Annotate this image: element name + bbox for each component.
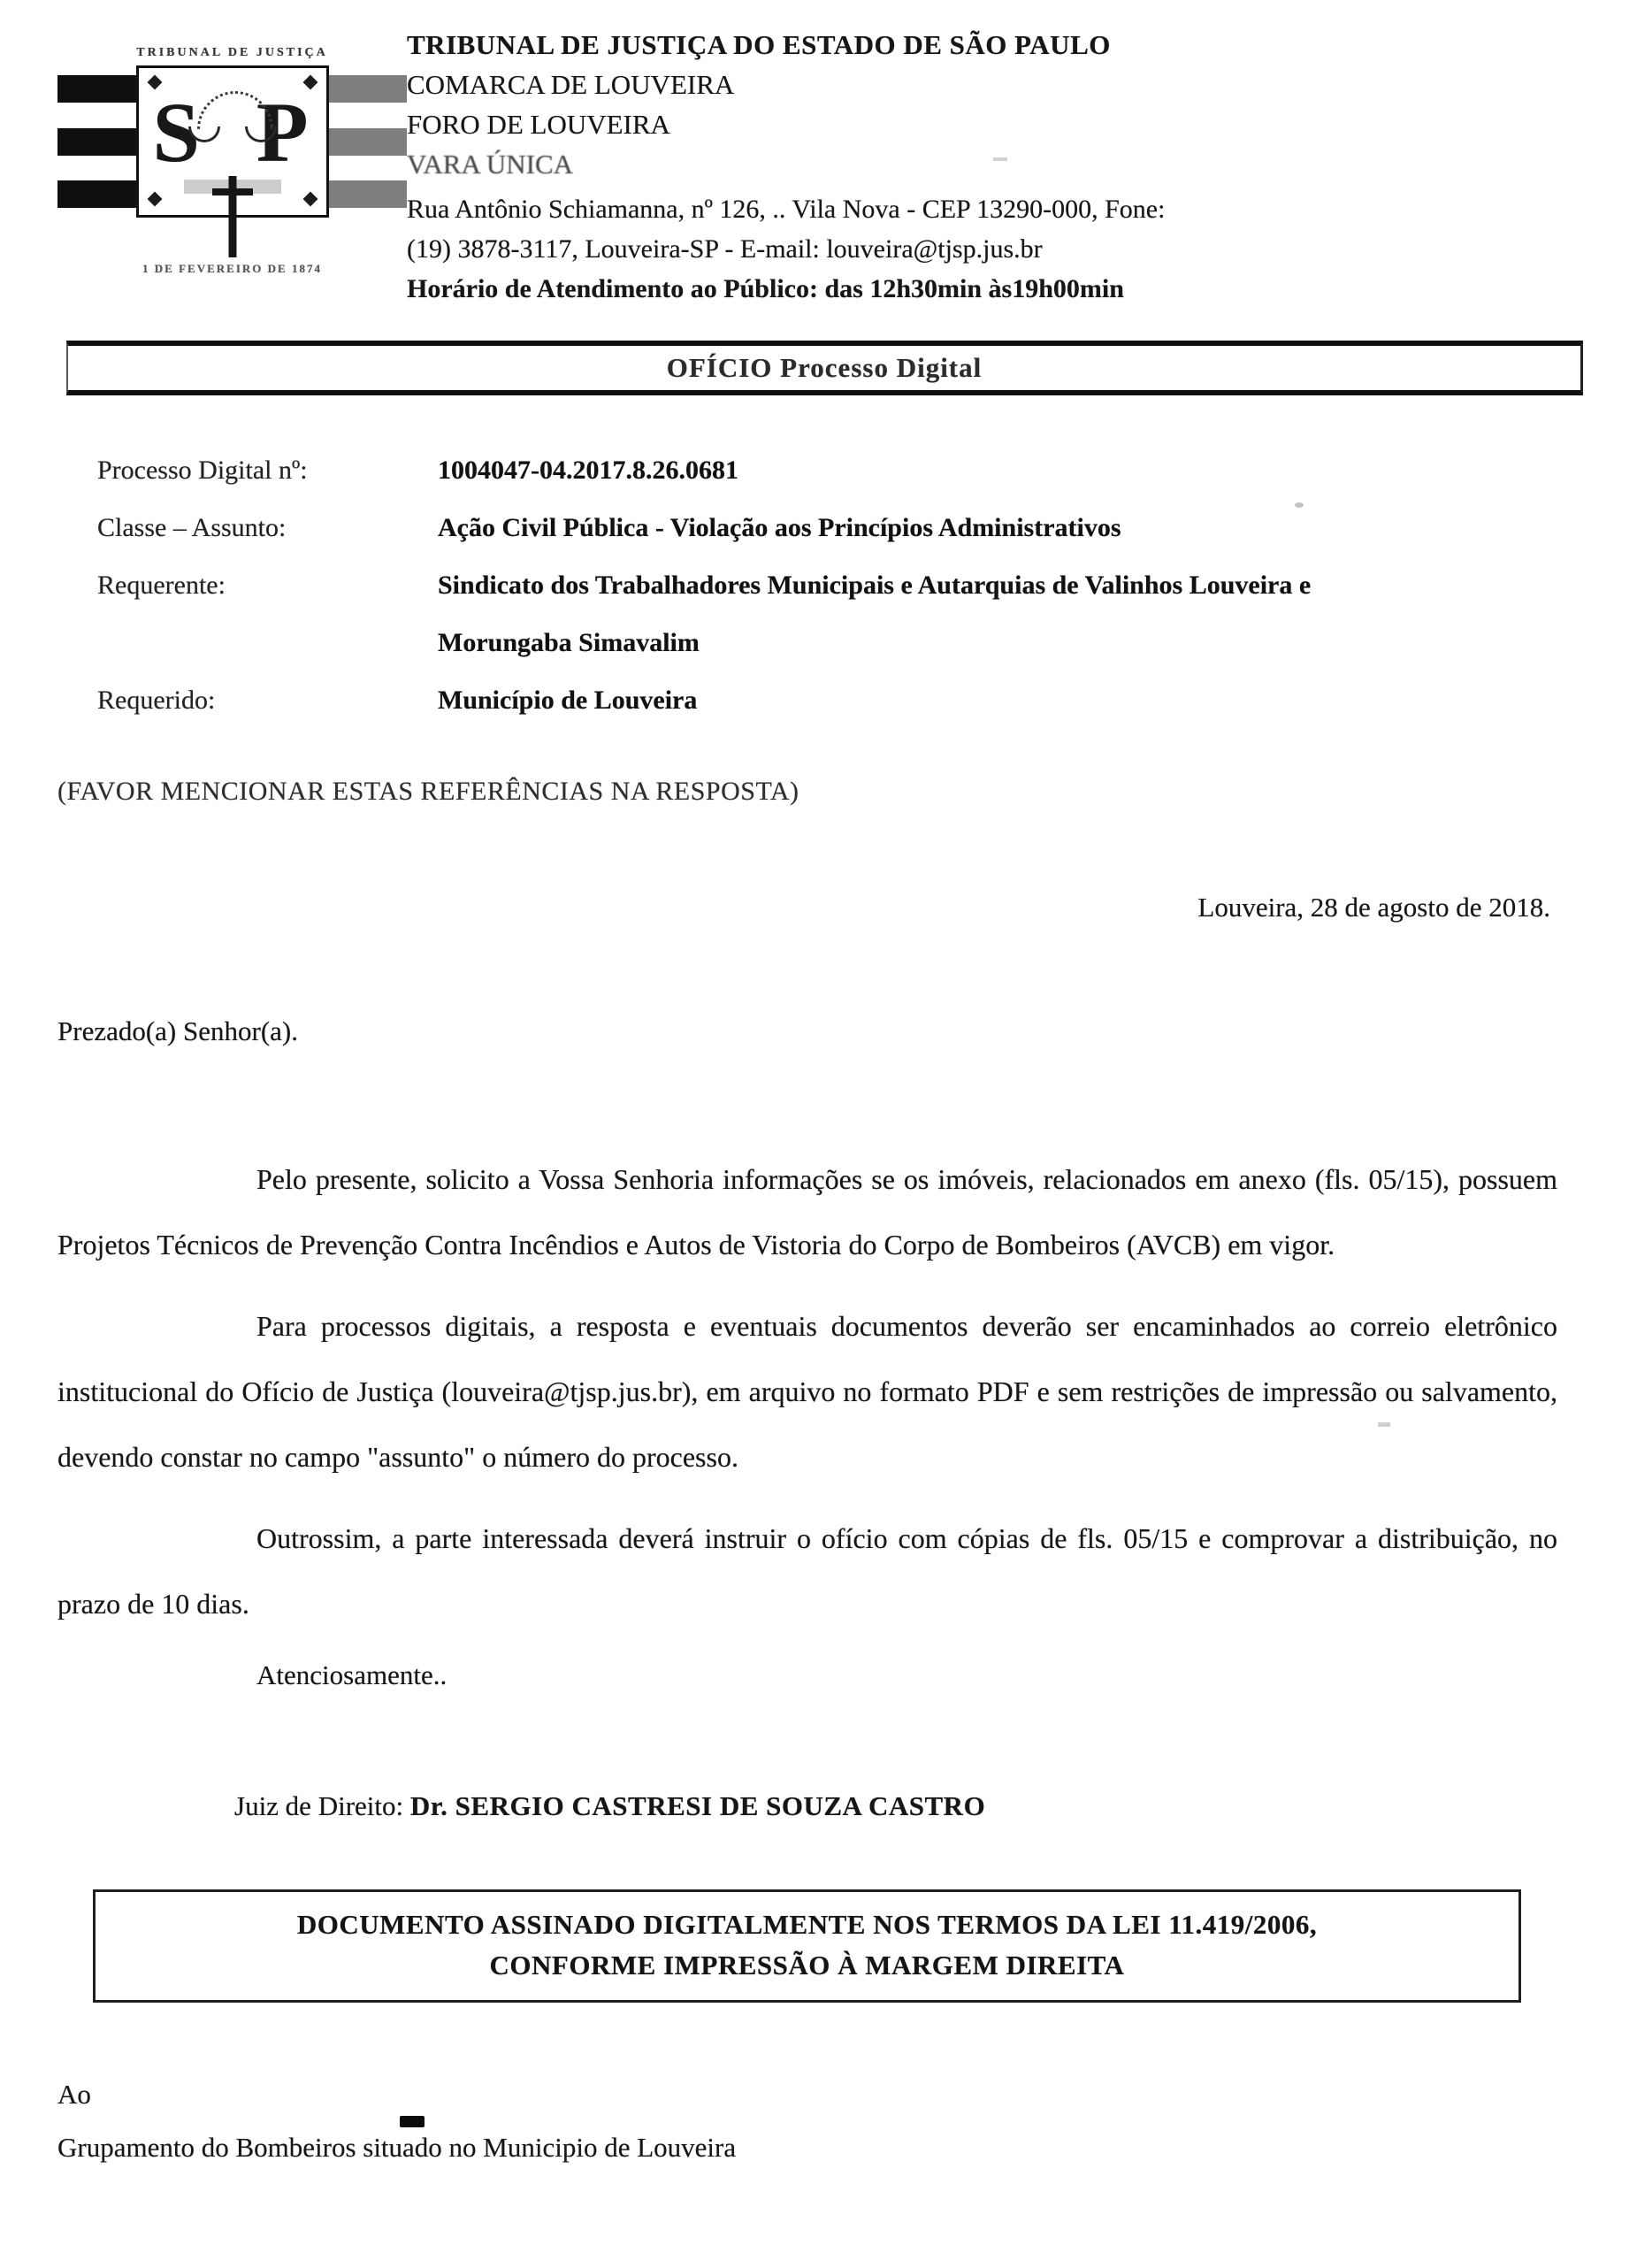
org-name: TRIBUNAL DE JUSTIÇA DO ESTADO DE SÃO PAULO — [407, 29, 1111, 60]
claimant-label: Requerente: — [97, 571, 226, 600]
letterhead-text — [407, 21, 1165, 309]
tjsp-seal — [57, 21, 407, 276]
seal-square — [136, 65, 329, 218]
addressee-recipient: Grupamento do Bombeiros situado no Municipio de Louveira — [57, 2132, 737, 2163]
dateline: Louveira, 28 de agosto de 2018. — [1197, 892, 1550, 923]
office-hours-line: Horário de Atendimento ao Público: das 12h30min às19h00min — [407, 274, 1124, 303]
seal-bottom-text: 1 DE FEVEREIRO DE 1874 — [142, 262, 322, 275]
org-vara: VARA ÚNICA — [407, 149, 574, 180]
judge-name: Dr. SERGIO CASTRESI DE SOUZA CASTRO — [409, 1790, 986, 1821]
scan-artifact — [993, 157, 1007, 161]
digital-notice-line-2: CONFORME IMPRESSÃO À MARGEM DIREITA — [489, 1950, 1125, 1981]
digital-notice-line-1: DOCUMENTO ASSINADO DIGITALMENTE NOS TERMOS DA LEI 11.419/2006, — [296, 1909, 1318, 1940]
addressee-ao: Ao — [57, 2079, 91, 2110]
seal-corner-dot — [147, 192, 162, 207]
seal-stripes-right — [329, 75, 408, 208]
judge-signature-line — [234, 1790, 1557, 1822]
address-line-2: (19) 3878-3117, Louveira-SP - E-mail: louveira@tjsp.jus.br — [407, 234, 1043, 264]
seal-letter-p: P — [256, 85, 309, 180]
seal-stripes-left — [57, 75, 136, 208]
seal-letter-s: S — [152, 85, 200, 180]
body-paragraph: Outrossim, a parte interessada deverá instruir o ofício com cópias de fls. 05/15 e comprovar a distribuição, no prazo de 10 dias. — [57, 1522, 1557, 1620]
scan-artifact — [1378, 1422, 1390, 1427]
defendant-label: Requerido: — [97, 686, 216, 715]
defendant-value: Município de Louveira — [438, 686, 698, 715]
class-subject-label: Classe – Assunto: — [97, 513, 287, 542]
claimant-value: Sindicato dos Trabalhadores Municipais e Autarquias de Valinhos Louveira e Morungaba Simavalim — [438, 571, 1312, 657]
addressee-block — [57, 2068, 1557, 2174]
reference-note: (FAVOR MENCIONAR ESTAS REFERÊNCIAS NA RESPOSTA) — [57, 777, 799, 806]
letter-body — [57, 1146, 1557, 1691]
digital-signature-notice-box — [93, 1889, 1521, 2003]
letterhead — [57, 21, 1557, 309]
process-number-label: Processo Digital nº: — [97, 456, 308, 485]
body-paragraph: Pelo presente, solicito a Vossa Senhoria informações se os imóveis, relacionados em anexo (fls. 05/15), possuem Projetos Técnicos de Prevenção Contra Incêndios e Autos de Vistoria do Corpo de Bombeiros (AVCB) em vigor. — [57, 1163, 1557, 1260]
document-title: OFÍCIO Processo Digital — [666, 352, 983, 383]
sword-guard — [212, 188, 253, 195]
scan-artifact — [1295, 502, 1304, 508]
address-line-1: Rua Antônio Schiamanna, nº 126, .. Vila Nova - CEP 13290-000, Fone: — [407, 195, 1166, 224]
scan-artifact — [400, 2116, 425, 2127]
seal-corner-dot — [302, 192, 317, 207]
org-foro: FORO DE LOUVEIRA — [407, 109, 670, 140]
closing: Atenciosamente.. — [256, 1659, 447, 1690]
scales-of-justice-icon — [190, 91, 275, 144]
document-title-box — [66, 341, 1583, 395]
process-number-value: 1004047-04.2017.8.26.0681 — [438, 456, 738, 485]
seal-emblem — [57, 65, 407, 218]
body-paragraph: Para processos digitais, a resposta e eventuais documentos deverão ser encaminhados ao correio eletrônico institucional do Ofício de Justiça (louveira@tjsp.jus.br), em arquivo no formato PDF e sem restrições de impressão ou salvamento, devendo constar no campo "assunto" o número do processo. — [57, 1310, 1557, 1473]
seal-top-text: TRIBUNAL DE JUSTIÇA — [136, 46, 328, 59]
process-reference-table — [97, 441, 1557, 729]
judge-title: Juiz de Direito: — [234, 1790, 410, 1821]
salutation: Prezado(a) Senhor(a). — [57, 1015, 298, 1046]
org-comarca: COMARCA DE LOUVEIRA — [407, 69, 735, 100]
class-subject-value: Ação Civil Pública - Violação aos Princípios Administrativos — [438, 513, 1121, 542]
